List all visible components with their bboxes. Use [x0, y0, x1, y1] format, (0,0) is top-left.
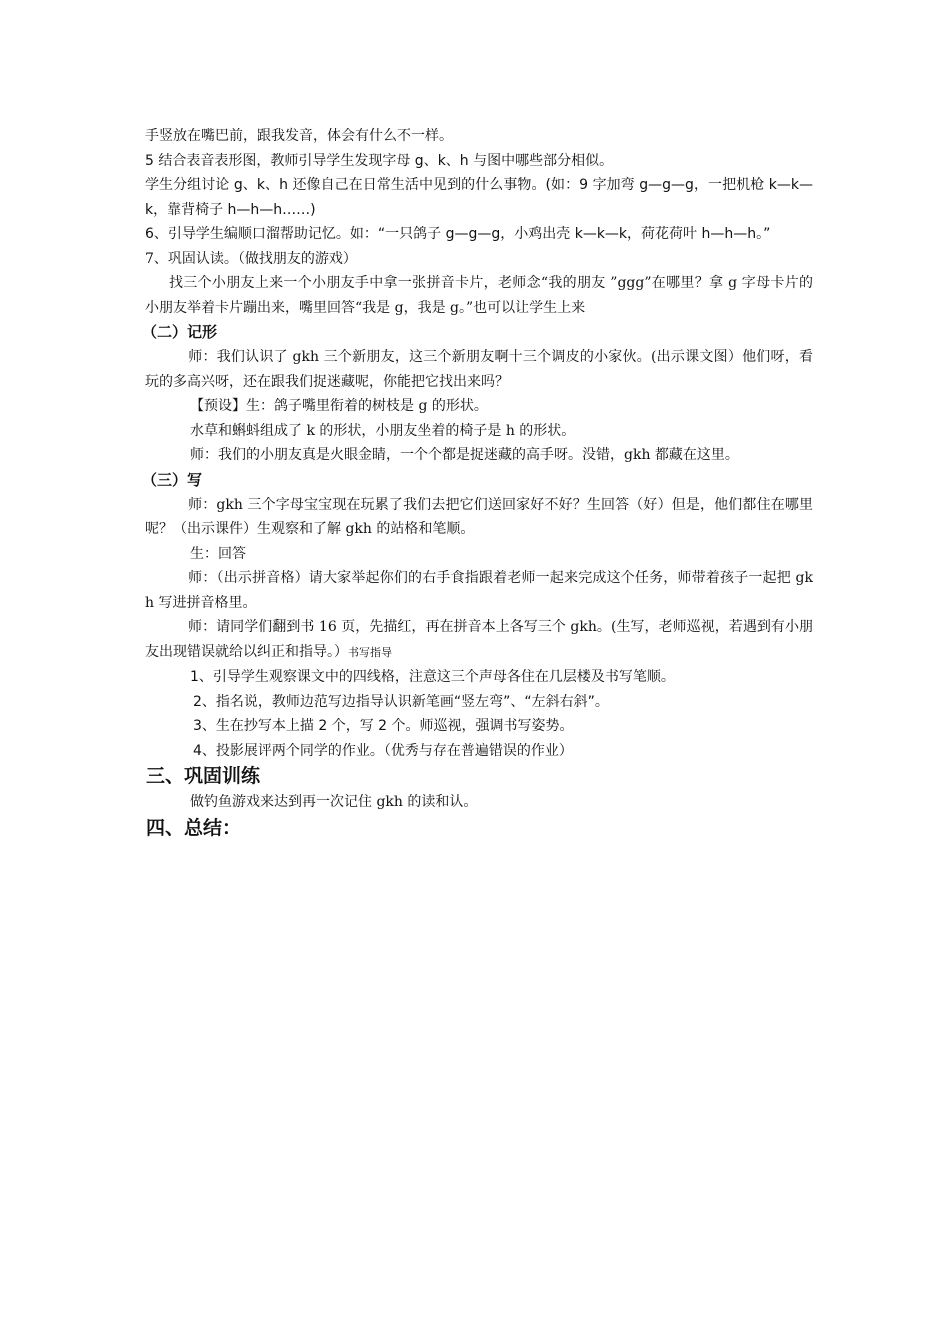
paragraph: 5 结合表音表形图，教师引导学生发现字母 g、k、h 与图中哪些部分相似。: [145, 152, 614, 169]
list-item: 4、投影展评两个同学的作业。（优秀与存在普遍错误的作业）: [193, 742, 573, 759]
paragraph: 学生分组讨论 g、k、h 还像自己在日常生活中见到的什么事物。(如：9 字加弯 g—g—g，一把机枪 k—k—k，靠背椅子 h—h—h……): [145, 177, 813, 218]
list-item: 2、指名说，教师边范写边指导认识新笔画“竖左弯”、“左斜右斜”。: [193, 693, 609, 710]
paragraph: 找三个小朋友上来一个小朋友手中拿一张拼音卡片，老师念“我的朋友 ”ggg”在哪里？拿 g 字母卡片的小朋友举着卡片蹦出来，嘴里回答“我是 g，我是 g。”也可以让学生上来: [145, 275, 813, 316]
paragraph: [145, 345, 813, 394]
paragraph: 水草和蝌蚪组成了 k 的形状，小朋友坐着的椅子是 h 的形状。: [190, 422, 576, 439]
note-text: 书写指导: [348, 645, 392, 659]
paragraph: 7、巩固认读。（做找朋友的游戏）: [145, 250, 357, 267]
list-item: 1、引导学生观察课文中的四线格，注意这三个声母各住在几层楼及书写笔顺。: [190, 669, 675, 685]
paragraph: [145, 615, 813, 665]
paragraph: 师：我们的小朋友真是火眼金睛，一个个都是捉迷藏的高手呀。没错，gkh 都藏在这里。: [190, 447, 739, 463]
document-page: [142, 124, 813, 842]
paragraph: 6、引导学生编顺口溜帮助记忆。如：“一只鸽子 g—g—g，小鸡出壳 k—k—k，荷花荷叶 h—h—h。”: [145, 226, 771, 242]
section-heading: 三、巩固训练: [146, 765, 261, 787]
list-item: 3、生在抄写本上描 2 个，写 2 个。师巡视，强调书写姿势。: [193, 718, 574, 734]
paragraph: [145, 493, 813, 542]
section-heading: （二）记形: [142, 323, 218, 341]
paragraph: 手竖放在嘴巴前，跟我发音，体会有什么不一样。: [145, 128, 453, 144]
paragraph-text: 师：我们认识了 gkh 三个新朋友，这三个新朋友啊十三个调皮的小家伙。(出示课文图）他们呀，看玩的多高兴呀，还在跟我们捉迷藏呢，你能把它找出来吗？: [145, 349, 813, 390]
paragraph-text: 师：请同学们翻到书 16 页，先描红，再在拼音本上各写三个 gkh。(生写，老师巡视，若遇到有小朋友出现错误就给以纠正和指导。）: [145, 619, 813, 660]
section-heading: 四、总结：: [146, 816, 242, 839]
paragraph: 做钓鱼游戏来达到再一次记住 gkh 的读和认。: [190, 794, 478, 810]
paragraph: 生：回答: [190, 545, 246, 562]
paragraph-text: 师：（出示拼音格）请大家举起你们的右手食指跟着老师一起来完成这个任务，师带着孩子一起把 gkh 写进拼音格里。: [145, 570, 813, 611]
paragraph-text: 师：gkh 三个字母宝宝现在玩累了我们去把它们送回家好不好？生回答（好）但是，他们都住在哪里呢？（出示课件）生观察和了解 gkh 的站格和笔顺。: [145, 496, 813, 537]
paragraph: 【预设】生：鸽子嘴里衔着的树枝是 g 的形状。: [190, 398, 488, 414]
section-heading: （三）写: [142, 470, 203, 489]
paragraph: [145, 566, 813, 615]
